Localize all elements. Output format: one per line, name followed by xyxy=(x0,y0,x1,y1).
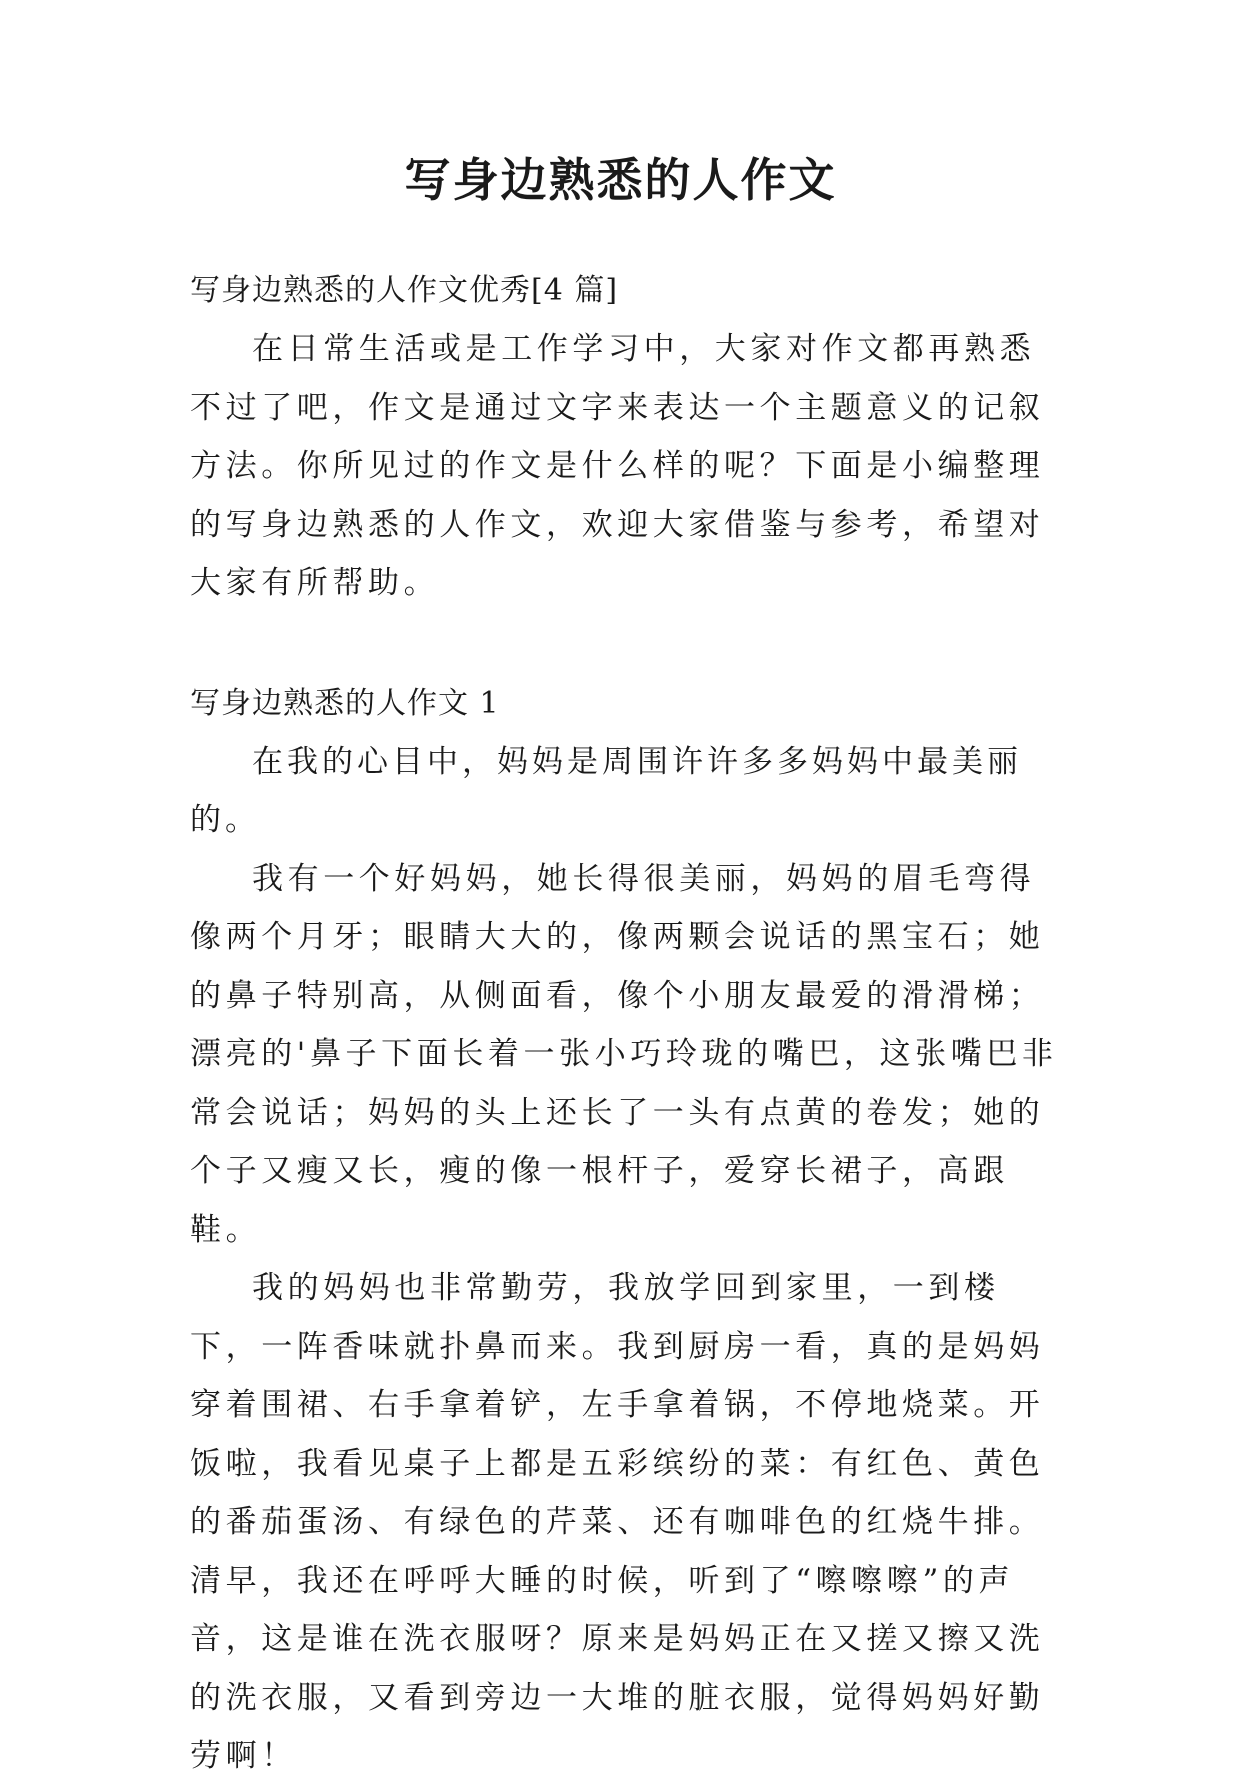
body-paragraph: 我有一个好妈妈，她长得很美丽，妈妈的眉毛弯得像两个月牙；眼睛大大的，像两颗会说话的黑宝石；她的鼻子特别高，从侧面看，像个小朋友最爱的滑滑梯；漂亮的'鼻子下面长着一张小巧玲珑的嘴巴，这张嘴巴非常会说话；妈妈的头上还长了一头有点黄的卷发；她的个子又瘦又长，瘦的像一根杆子，爱穿长裙子，高跟鞋。 xyxy=(190,860,1058,1248)
intro-paragraph: 在日常生活或是工作学习中，大家对作文都再熟悉不过了吧，作文是通过文字来表达一个主题意义的记叙方法。你所见过的作文是什么样的呢？下面是小编整理的写身边熟悉的人作文，欢迎大家借鉴与参考，希望对大家有所帮助。 xyxy=(190,331,1045,601)
section-heading: 写身边熟悉的人作文 1 xyxy=(190,685,500,721)
document-title: 写身边熟悉的人作文 xyxy=(404,153,837,207)
body-paragraph: 在我的心目中，妈妈是周围许许多多妈妈中最美丽的。 xyxy=(190,743,1022,838)
document-body xyxy=(190,262,1060,1786)
body-paragraph: 我的妈妈也非常勤劳，我放学回到家里，一到楼下，一阵香味就扑鼻而来。我到厨房一看，真的是妈妈穿着围裙、右手拿着铲，左手拿着锅，不停地烧菜。开饭啦，我看见桌子上都是五彩缤纷的菜：有红色、黄色的番茄蛋汤、有绿色的芹菜、还有咖啡色的红烧牛排。清早，我还在呼呼大睡的时候，听到了“嚓嚓嚓”的声音，这是谁在洗衣服呀？原来是妈妈正在又搓又擦又洗的洗衣服，又看到旁边一大堆的脏衣服，觉得妈妈好勤劳啊！ xyxy=(190,1270,1045,1774)
document-subtitle: 写身边熟悉的人作文优秀[4 篇] xyxy=(190,273,619,308)
